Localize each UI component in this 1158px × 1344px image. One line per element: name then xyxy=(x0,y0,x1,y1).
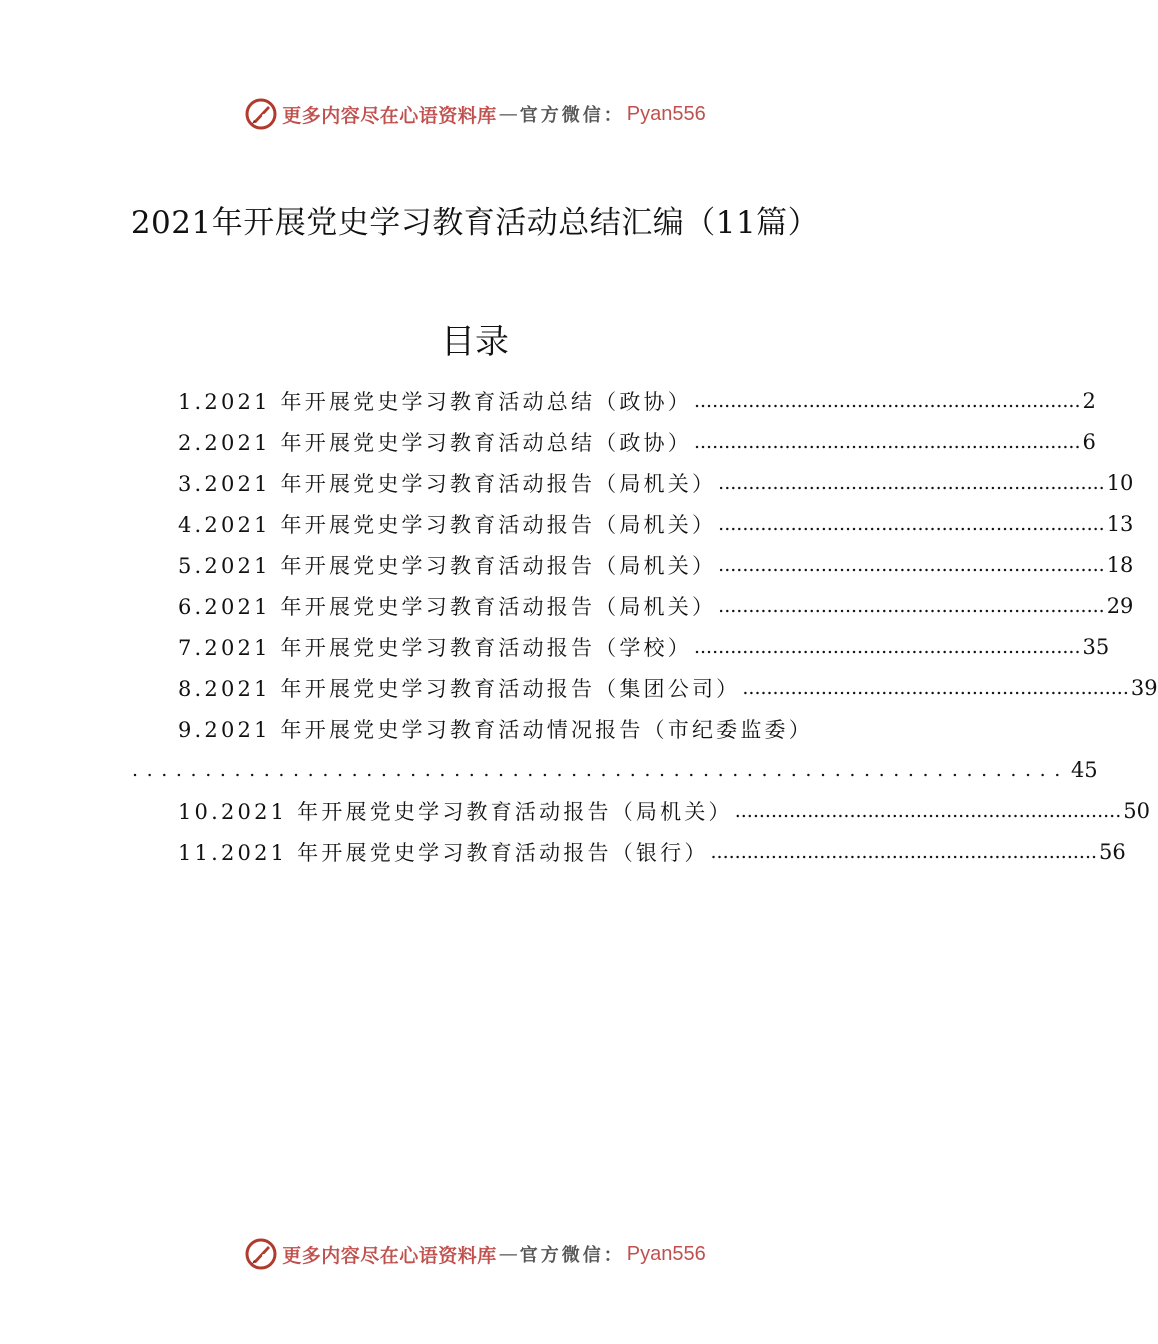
banner-dash: — xyxy=(498,1243,518,1265)
banner-dash: — xyxy=(498,103,518,125)
toc-entry-label: 2.2021 年开展党史学习教育活动总结（政协） xyxy=(178,430,692,455)
quill-logo-icon xyxy=(244,97,278,131)
toc-entry-label: 10.2021 年开展党史学习教育活动报告（局机关） xyxy=(178,799,733,824)
toc-entry-label: 4.2021 年开展党史学习教育活动报告（局机关） xyxy=(178,512,717,537)
toc-entry-page: 6 xyxy=(1082,429,1096,454)
toc-leader-dots: ................................................................ xyxy=(710,840,1098,863)
toc-entry-label: 9.2021 年开展党史学习教育活动情况报告（市纪委监委） xyxy=(178,717,813,742)
toc-entry-label: 6.2021 年开展党史学习教育活动报告（局机关） xyxy=(178,594,717,619)
toc-leader-dots: ................................................................ xyxy=(718,594,1105,617)
toc-entry[interactable] xyxy=(178,421,1096,462)
toc-entry-label: 8.2021 年开展党史学习教育活动报告（集团公司） xyxy=(178,676,741,701)
toc-leader-dots: ................................................................ xyxy=(718,512,1105,535)
toc-leader-dots: ................................................................ xyxy=(693,389,1081,412)
toc-leader-dots: ................................................................ xyxy=(132,758,1069,781)
toc-entry-page: 10 xyxy=(1106,470,1134,495)
toc-leader-dots: ................................................................ xyxy=(734,799,1122,822)
toc-entry-label: 7.2021 年开展党史学习教育活动报告（学校） xyxy=(178,635,692,660)
toc-heading: 目录 xyxy=(441,322,509,362)
banner-slogan: 更多内容尽在心语资料库 xyxy=(282,104,497,127)
toc-leader-dots: ................................................................ xyxy=(718,553,1105,576)
banner-wechat-id: Pyan556 xyxy=(626,102,706,125)
toc-entry[interactable] xyxy=(178,503,1134,544)
toc-entry-label: 3.2021 年开展党史学习教育活动报告（局机关） xyxy=(178,471,717,496)
toc-entry-page: 35 xyxy=(1082,634,1110,659)
toc-entry-page: 39 xyxy=(1130,675,1158,700)
toc-entry-label: 11.2021 年开展党史学习教育活动报告（银行） xyxy=(178,840,709,865)
banner-wechat-label: 官方微信： xyxy=(519,1245,625,1266)
toc-entry-page: 29 xyxy=(1106,593,1134,618)
toc-entry-label: 5.2021 年开展党史学习教育活动报告（局机关） xyxy=(178,553,717,578)
toc-entry[interactable] xyxy=(178,544,1134,585)
toc-leader-dots: ................................................................ xyxy=(693,635,1081,658)
toc-entry-page: 18 xyxy=(1106,552,1134,577)
toc-entry[interactable] xyxy=(178,790,1150,831)
toc-entry-page: 45 xyxy=(1070,757,1098,782)
banner-wechat-label: 官方微信： xyxy=(519,105,625,126)
toc-entry-page: 56 xyxy=(1099,839,1126,864)
toc-leader-dots: ................................................................ xyxy=(718,471,1105,494)
toc-entry-label: 1.2021 年开展党史学习教育活动总结（政协） xyxy=(178,389,692,414)
toc-entry[interactable] xyxy=(178,585,1134,626)
banner-slogan: 更多内容尽在心语资料库 xyxy=(282,1244,497,1267)
toc-entry-page: 50 xyxy=(1123,798,1150,823)
toc-entry-page: 13 xyxy=(1106,511,1134,536)
toc-leader-dots: ................................................................ xyxy=(693,430,1081,453)
document-title: 2021年开展党史学习教育活动总结汇编（11篇） xyxy=(130,205,820,241)
toc-leader-dots: ................................................................ xyxy=(742,676,1129,699)
toc-entry[interactable] xyxy=(178,708,830,749)
toc-entry-continuation[interactable] xyxy=(130,749,1098,790)
toc-entry[interactable] xyxy=(178,380,1096,421)
banner-wechat-id: Pyan556 xyxy=(626,1242,706,1265)
toc-entry[interactable] xyxy=(178,462,1134,503)
toc-entry[interactable] xyxy=(178,831,1126,872)
toc-entry-page: 2 xyxy=(1082,388,1096,413)
toc-entry[interactable] xyxy=(178,667,1158,708)
header-banner xyxy=(0,94,950,134)
quill-logo-icon xyxy=(244,1237,278,1271)
footer-banner xyxy=(0,1234,950,1274)
toc-entry[interactable] xyxy=(178,626,1110,667)
